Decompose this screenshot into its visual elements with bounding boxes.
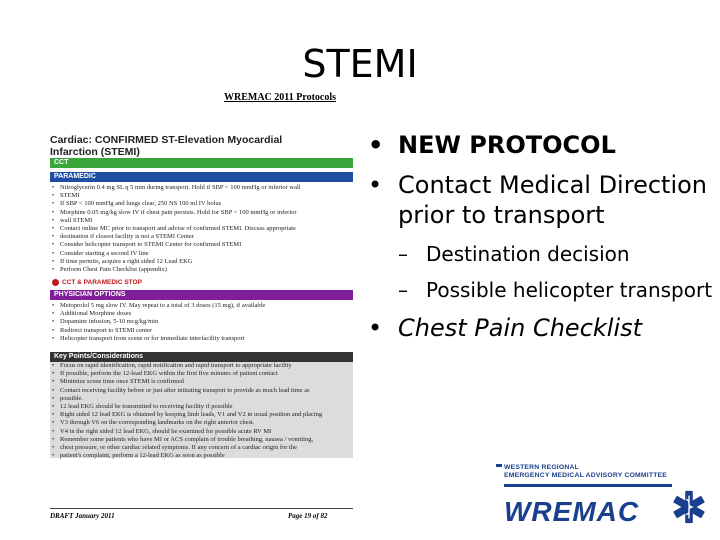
- logo-org-name: [504, 464, 709, 480]
- star-of-life-icon: [670, 488, 708, 526]
- logo-rule: [504, 484, 672, 487]
- logo-org-line2: EMERGENCY MEDICAL ADVISORY COMMITTEE: [504, 472, 668, 479]
- list-item: • 12 lead EKG should be transmitted to receiving facility if possible: [50, 403, 353, 411]
- subbullet-text: Possible helicopter transport: [426, 278, 713, 302]
- section-bar-paramedic: PARAMEDIC: [50, 172, 353, 182]
- logo-org-line1: WESTERN REGIONAL: [504, 464, 579, 471]
- footer-divider: [50, 508, 353, 509]
- wremac-logo: [496, 460, 716, 532]
- bullet-new-protocol: • NEW PROTOCOL: [368, 130, 713, 160]
- bullet-chest-pain-checklist: • Chest Pain Checklist: [368, 313, 713, 343]
- list-item: • Additional Morphine doses: [50, 310, 353, 318]
- protocol-title: Cardiac: CONFIRMED ST-Elevation Myocardial Infarction (STEMI): [50, 134, 283, 158]
- list-item: • Minimize scene time once STEMI is confirmed: [50, 378, 353, 386]
- list-item: • V4 in the right sided 12 lead EKG, should be examined for possible acute RV MI: [50, 428, 353, 436]
- bullet-list: [368, 130, 713, 353]
- document-header: WREMAC 2011 Protocols: [224, 92, 337, 103]
- document-footer-page: Page 19 of 82: [288, 512, 328, 520]
- dash-marker: –: [398, 242, 408, 266]
- section-bar-key-points: Key Points/Considerations: [50, 352, 353, 362]
- list-item: • V3 through V6 on the corresponding landmarks on the right anterior chest.: [50, 419, 353, 427]
- paramedic-list: [50, 184, 353, 274]
- bullet-contact-medical-direction: • Contact Medical Direction prior to transport: [368, 170, 713, 230]
- subbullet-destination-decision: [368, 240, 713, 269]
- stop-marker: [50, 278, 353, 287]
- list-item: • Perform Chest Pain Checklist (appendix): [50, 266, 353, 274]
- subbullet-text: Destination decision: [426, 242, 630, 266]
- list-item: • If time permits, acquire a right sided 12 Lead EKG: [50, 258, 353, 266]
- list-item: • Consider helicopter transport to STEMI Center for confirmed STEMI: [50, 241, 353, 249]
- physician-list: [50, 302, 353, 343]
- list-item: • If SBP < 100 mmHg and lungs clear, 250 NS 100 ml IV bolus: [50, 200, 353, 208]
- list-item: • STEMI: [50, 192, 353, 200]
- list-item: • Dopamine infusion, 5-10 mcg/kg/min: [50, 318, 353, 326]
- list-item: • destination if closest facility is not a STEMI Center: [50, 233, 353, 241]
- list-item: • patient's complaint, perform a 12-lead EKG as soon as possible: [50, 452, 353, 460]
- list-item: • Nitroglycerin 0.4 mg SL q 5 min during transport. Hold if SBP < 100 mmHg or inferior wall: [50, 184, 353, 192]
- section-bar-physician-options: PHYSICIAN OPTIONS: [50, 290, 353, 300]
- list-item: • chest pressure, or other cardiac related symptoms. If any concern of a cardiac origin for the: [50, 444, 353, 452]
- document-footer-date: DRAFT January 2011: [50, 512, 115, 520]
- list-item: • Consider starting a second IV line: [50, 250, 353, 258]
- section-bar-cct: CCT: [50, 158, 353, 168]
- key-points-list: [50, 362, 353, 458]
- list-item: • Helicopter transport from scene or for immediate interfacility transport: [50, 335, 353, 343]
- list-item: • Metoprolol 5 mg slow IV. May repeat to a total of 3 doses (15 mg), if available: [50, 302, 353, 310]
- stop-icon: [52, 279, 59, 286]
- protocol-document-image: [24, 90, 337, 536]
- list-item: • possible.: [50, 395, 353, 403]
- list-item: • Contact online MC prior to transport and advise of confirmed STEMI. Discuss appropriate: [50, 225, 353, 233]
- subbullet-helicopter-transport: [368, 276, 713, 305]
- list-item: • Right sided 12 lead EKG is obtained by keeping limb leads, V1 and V2 in usual position and placing: [50, 411, 353, 419]
- list-item: • Morphine 0.05 mg/kg slow IV if chest pain persists. Hold for SBP < 100 mmHg or inferior: [50, 209, 353, 217]
- list-item: • Remember some patients who have MI or ACS complain of trouble breathing, nausea / vomiting,: [50, 436, 353, 444]
- stop-label: CCT & PARAMEDIC STOP: [62, 279, 142, 286]
- list-item: • Redirect transport to STEMI center: [50, 327, 353, 335]
- list-item: • Focus on rapid identification, rapid notification and rapid transport to appropriate facility: [50, 362, 353, 370]
- slide-title: STEMI: [302, 42, 418, 86]
- list-item: • If possible, perform the 12-lead EKG within the first five minutes of patient contact: [50, 370, 353, 378]
- logo-wordmark: WREMAC: [504, 496, 640, 527]
- list-item: • wall STEMI: [50, 217, 353, 225]
- list-item: • Contact receiving facility before or just after initiating transport to provide as much lead time as: [50, 387, 353, 395]
- dash-marker: –: [398, 278, 408, 302]
- logo-rule: [496, 464, 502, 467]
